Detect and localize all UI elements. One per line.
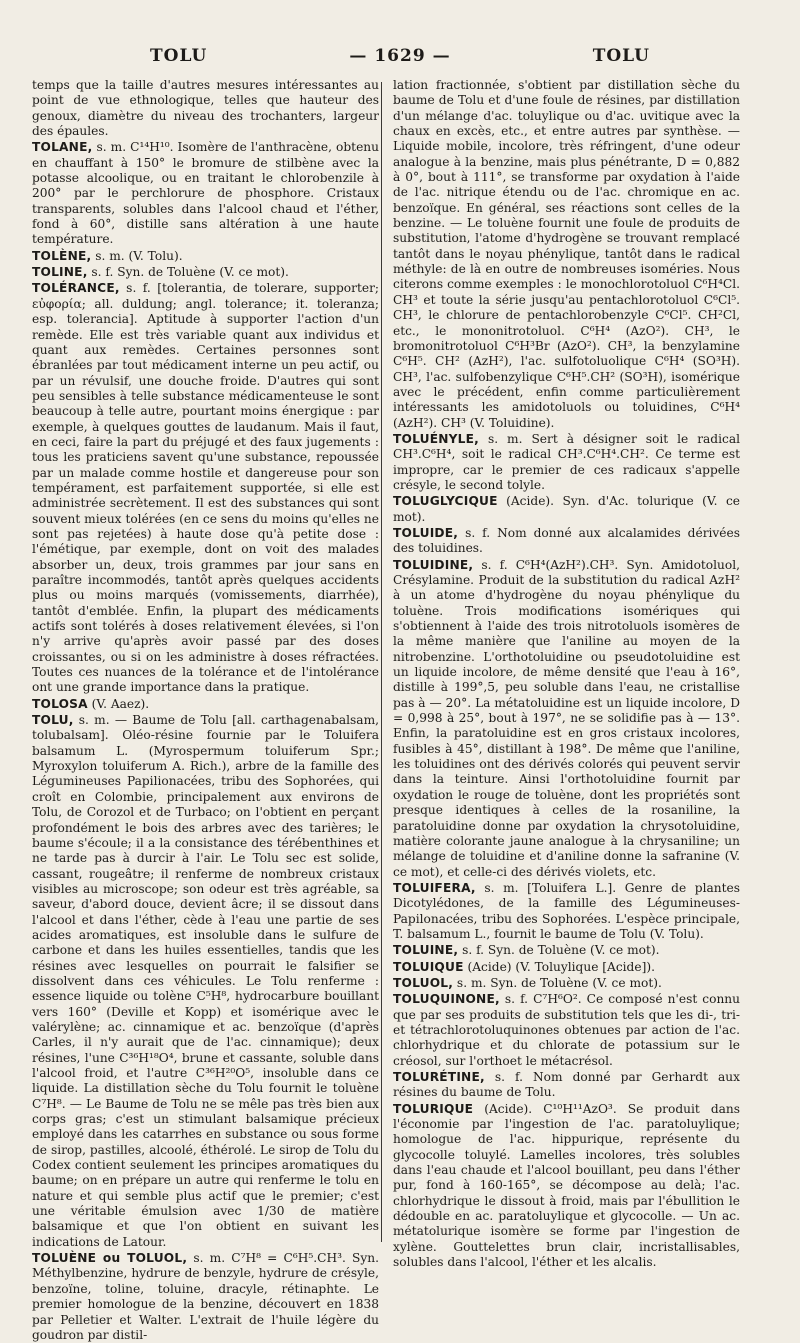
- entry-headword: TOLUIFERA,: [393, 880, 476, 895]
- dictionary-entry: [32, 1251, 379, 1343]
- entry-text: s. m. Syn. de Toluène (V. ce mot).: [453, 975, 662, 990]
- entry-headword: TOLANE,: [32, 140, 93, 155]
- entry-headword: TOLU,: [32, 713, 74, 728]
- entry-headword: TOLUGLYCIQUE: [393, 494, 498, 509]
- entry-headword: TOLURÉTINE,: [393, 1070, 485, 1084]
- entry-text: temps que la taille d'autres mesures intéressantes au point de vue ethnologique, telles que hauteur des genoux, diamètre du niveau des trochanters, largeur des épaules.: [32, 78, 379, 139]
- entry-text: s. f. Nom donné par Gerhardt aux résines du baume de Tolu.: [393, 1070, 740, 1100]
- entry-headword: TOLUIQUE: [393, 959, 464, 974]
- entry-text: (Acide). C¹⁰H¹¹AzO³. Se produit dans l'économie par l'ingestion de l'ac. paratoluylique; homologue de l'ac. hippurique, représente du glycocolle toluylé. Lamelles incolores, très solubles dans l'eau chaude et l'alcool bouillant, peu dans l'éther pur, fond à 160-165°, se décompose au delà; l'ac. chlorhydrique le dissout à froid, mais par l'ébullition le dédouble en ac. paratoluylique et glycocolle. — Un ac. métatolurique isomère se forme par l'ingestion de xylène. Gouttelettes brun clair, incristallisables, solubles dans l'alcool, l'éther et les alcalis.: [393, 1101, 740, 1270]
- dictionary-entry: [393, 494, 740, 525]
- entry-text: s. m. C⁷H⁸ = C⁶H⁵.CH³. Syn. Méthylbenzine, hydrure de benzyle, hydrure de crésyle, benzoïne, toline, toluine, dracyle, rétinaphte. Le premier homologue de la benzine, découvert en 1838 par Pelletier et Walter. L'extrait de l'huile légère du goudron par distil-: [32, 1251, 379, 1342]
- right-column: [393, 78, 740, 1270]
- entry-text: s. m. Sert à désigner soit le radical CH³.C⁶H⁴, soit le radical CH³.C⁶H⁴.CH². Ce terme est impropre, car le premier de ces radicaux s'appelle crésyle, le second tolyle.: [393, 431, 740, 492]
- dictionary-entry: [32, 697, 379, 712]
- entry-headword: TOLINE,: [32, 265, 88, 280]
- dictionary-entry: [393, 881, 740, 942]
- entry-headword: TOLUIDINE,: [393, 557, 474, 572]
- dictionary-entry: [32, 249, 379, 264]
- dictionary-entry: [32, 140, 379, 247]
- left-column: [32, 78, 379, 1342]
- dictionary-entry: [393, 526, 740, 557]
- running-header: [150, 46, 650, 72]
- entry-text: s. m. — Baume de Tolu [all. carthagenabalsam, tolubalsam]. Oléo-résine fournie par le Toluifera balsamum L. (Myrospermum toluiferum Spr.; Myroxylon toluiferum A. Rich.), arbre de la famille des Légumineuses Papilionacées, tribu des Sophorées, qui croît en Colombie, principalement aux environs de Tolu, de Corozol et de Turbaco; on l'obtient en perçant profondément le bois des arbres avec des tarières; le baume s'écoule; il a la consistance des térébenthines et ne tarde pas à durcir à l'air. Le Tolu sec est solide, cassant, rougeâtre; il renferme de nombreux cristaux visibles au microscope; son odeur est très agréable, sa saveur, d'abord douce, devient âcre; il se dissout dans l'alcool et dans l'éther, cède à l'eau une partie de ses acides aromatiques, est insoluble dans le sulfure de carbone et dans les huiles essentielles, tandis que les résines avec lesquelles on pourrait le falsifier se dissolvent dans ces véhicules. Le Tolu renferme : essence liquide ou tolène C⁵H⁸, hydrocarbure bouillant vers 160° (Deville et Kopp) et isomérique avec le valérylène; ac. cinnamique et ac. benzoïque (d'après Carles, il n'y aurait que de l'ac. cinnamique); deux résines, l'une C³⁶H¹⁸O⁴, brune et cassante, soluble dans l'alcool froid, et l'autre C³⁶H²⁰O⁵, insoluble dans ce liquide. La distillation sèche du Tolu fournit le toluène C⁷H⁸. — Le Baume de Tolu ne se mêle pas très bien aux corps gras; c'est un stimulant balsamique précieux employé dans les catarrhes en substance ou sous forme de sirop, pastilles, alcoolé, éthérolé. Le sirop de Tolu du Codex contient seulement les principes aromatiques du baume; on en prépare un autre qui renferme le tolu en nature et qui semble plus actif que le premier; c'est une véritable émulsion avec 1/30 de matière balsamique et que l'on obtient en suivant les indications de Latour.: [32, 713, 379, 1249]
- entry-text: s. m. C¹⁴H¹⁰. Isomère de l'anthracène, obtenu en chauffant à 150° le bromure de stilbène avec la potasse alcoolique, ou en traitant le chlorobenzile à 200° par le perchlorure de phosphore. Cristaux transparents, solubles dans l'alcool chaud et l'éther, fond à 60°, distille sans altération à une haute température.: [32, 140, 379, 247]
- entry-headword: TOLUOL,: [393, 975, 454, 990]
- dictionary-entry: [393, 558, 740, 880]
- entry-headword: TOLUIDE,: [393, 525, 459, 540]
- entry-text: (V. Aaez).: [87, 696, 150, 711]
- dictionary-entry: [32, 265, 379, 280]
- entry-headword: TOLURIQUE: [393, 1101, 474, 1116]
- continued-paragraph: [393, 78, 740, 431]
- dictionary-entry: [32, 713, 379, 1250]
- entry-text: lation fractionnée, s'obtient par distillation sèche du baume de Tolu et d'une foule de résines, par distillation d'un mélange d'ac. toluylique ou d'ac. uvitique avec la chaux en excès, etc., et entre autres par synthèse. — Liquide mobile, incolore, très réfringent, d'une odeur analogue à la benzine, mais plus pénétrante, D = 0,882 à 0°, bout à 111°, se transforme par oxydation à l'aide de l'ac. nitrique étendu ou de l'ac. chromique en ac. benzoïque. En général, ses réactions sont celles de la benzine. — Le toluène fournit une foule de produits de substitution, l'atome d'hydrogène se trouvant remplacé tantôt dans le noyau phénylique, tantôt dans le radical méthyle: de là en outre de nombreuses isoméries. Nous citerons comme exemples : le monochlorotoluol C⁶H⁴Cl. CH³ et toute la série jusqu'au pentachlorotoluol C⁶Cl⁵. CH³, le chlorure de pentachlorobenzyle C⁶Cl⁵. CH²Cl, etc., le mononitrotoluol. C⁶H⁴ (AzO²). CH³, le bromonitrotoluol C⁶H³Br (AzO²). CH³, la benzylamine C⁶H⁵. CH² (AzH²), l'ac. sulfotoluolique C⁶H⁴ (SO³H). CH³, l'ac. sulfobenzylique C⁶H⁵.CH² (SO³H), isomérique avec le précédent, enfin comme particulièrement intéressants les amidotoluols ou toluidines, C⁶H⁴ (AzH²). CH³ (V. Toluidine).: [393, 78, 740, 430]
- entry-text: s. f. Syn. de Toluène (V. ce mot).: [458, 943, 660, 958]
- dictionary-entry: [32, 281, 379, 695]
- entry-headword: TOLUÉNYLE,: [393, 431, 479, 446]
- entry-text: (Acide) (V. Toluylique [Acide]).: [463, 959, 655, 974]
- dictionary-entry: [393, 943, 740, 958]
- entry-headword: TOLÈNE,: [32, 248, 92, 263]
- entry-headword: TOLUÈNE ou TOLUOL,: [32, 1251, 188, 1266]
- entry-text: s. m. [Toluifera L.]. Genre de plantes Dicotylédones, de la famille des Légumineuses-Papilonacées, tribu des Sophorées. L'espèce principale, T. balsamum L., fournit le baume de Tolu (V. Tolu).: [393, 880, 740, 941]
- entry-headword: TOLÉRANCE,: [32, 281, 120, 296]
- entry-text: s. f. C⁶H⁴(AzH²).CH³. Syn. Amidotoluol, Crésylamine. Produit de la substitution du radical AzH² à un atome d'hydrogène du noyau phénylique du toluène. Trois modifications isomériques qui s'obtiennent à l'aide des trois nitrotoluols isomères de la même manière que l'aniline au moyen de la nitrobenzine. L'orthotoluidine ou pseudotoluidine est un liquide incolore, de même densité que l'eau à 16°, distille à 199°,5, peu soluble dans l'eau, ne cristallise pas à — 20°. La métatoluidine est un liquide incolore, D = 0,998 à 25°, bout à 197°, ne se solidifie pas à — 13°. Enfin, la paratoluidine est en gros cristaux incolores, fusibles à 45°, distillant à 198°. De même que l'aniline, les toluidines ont des dérivés colorés qui peuvent servir dans la teinture. Ainsi l'orthotoluidine fournit par oxydation le rouge de toluène, dont les propriétés sont presque identiques à celles de la rosaniline, la paratoluidine donne par oxydation la chrysotoluidine, matière colorante jaune analogue à la chrysaniline; un mélange de toluidine et d'aniline donne la safranine (V. ce mot), et celle-ci des dérivés violets, etc.: [393, 557, 740, 879]
- entry-text: s. m. (V. Tolu).: [91, 248, 183, 263]
- page-number: — 1629 —: [349, 46, 451, 66]
- continued-paragraph: [32, 78, 379, 139]
- entry-headword: TOLUINE,: [393, 943, 459, 958]
- entry-text: s. f. Syn. de Toluène (V. ce mot).: [87, 265, 289, 280]
- entry-text: s. f. C⁷H⁶O². Ce composé n'est connu que par ses produits de substitution tels que les di-, tri- et tétrachlorotoluquinones obtenues par action de l'ac. chlorhydrique et du chlorate de potassium sur le créosol, sur l'orthoet le métacrésol.: [393, 992, 740, 1068]
- column-divider: [381, 82, 382, 1242]
- entry-text: s. f. Nom donné aux alcalamides dérivées des toluidines.: [393, 525, 740, 556]
- dictionary-entry: [393, 960, 740, 975]
- dictionary-entry: [393, 1102, 740, 1271]
- dictionary-entry: [393, 976, 740, 991]
- header-right-word: TOLU: [592, 46, 650, 66]
- header-left-word: TOLU: [150, 46, 208, 66]
- dictionary-entry: [393, 1070, 740, 1101]
- dictionary-entry: [393, 992, 740, 1069]
- entry-headword: TOLOSA: [32, 696, 88, 711]
- entry-headword: TOLUQUINONE,: [393, 992, 500, 1007]
- entry-text: s. f. [tolerantia, de tolerare, supporter; εὐφορία; all. duldung; angl. tolerance; it. toleranza; esp. tolerancia]. Aptitude à supporter l'action d'un remède. Elle est très variable quant aux individus et quant aux remèdes. Certaines personnes sont ébranlées par tout médicament interne un peu actif, ou par un révulsif, une douche froide. D'autres qui sont peu sensibles à telle substance médicamenteuse le sont beaucoup à telle autre, pourtant moins énergique : par exemple, à quelques gouttes de laudanum. Mais il faut, en ceci, faire la part du préjugé et des faux jugements : tous les praticiens savent qu'une substance, repoussée par un malade comme hostile et dangereuse pour son tempérament, est parfaitement supportée, si elle est administrée secrètement. Il est des substances qui sont souvent mieux tolérées (en ce sens du moins qu'elles ne sont pas rejetées) à haute dose qu'à petite dose : l'émétique, par exemple, dont on voit des malades absorber un, deux, trois grammes par jour sans en paraître incommodés, tantôt après quelques accidents plus ou moins marqués (vomissements, diarrhée), tantôt d'emblée. Enfin, la plupart des médicaments actifs sont tolérés à doses relativement élevées, si l'on n'y arrive qu'après avoir passé par des doses croissantes, ou si on les administre à doses réfractées. Toutes ces nuances de la tolérance et de l'intolérance ont une grande importance dans la pratique.: [32, 281, 379, 695]
- dictionary-entry: [393, 432, 740, 493]
- entry-text: (Acide). Syn. d'Ac. tolurique (V. ce mot).: [393, 494, 740, 524]
